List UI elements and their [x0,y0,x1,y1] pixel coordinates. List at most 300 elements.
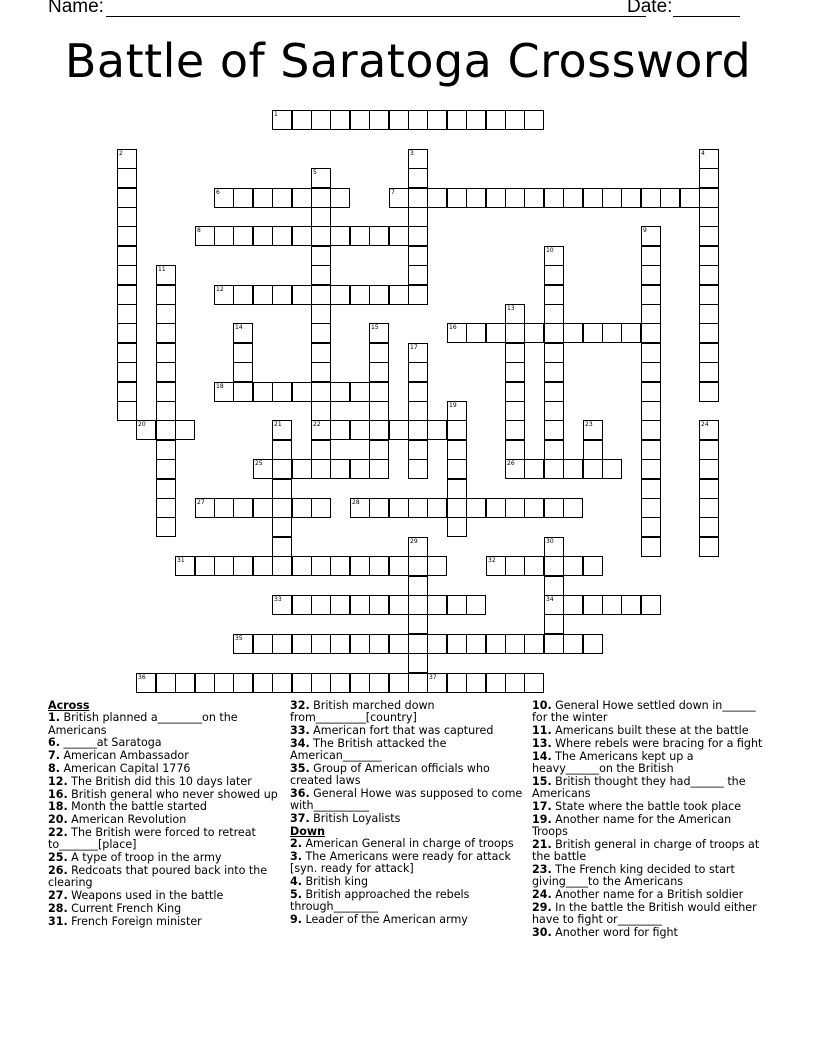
grid-cell[interactable] [583,556,603,576]
grid-cell[interactable] [272,595,292,615]
grid-cell[interactable] [505,362,525,382]
grid-cell[interactable] [544,246,564,266]
grid-cell[interactable] [408,246,428,266]
grid-cell[interactable] [544,614,564,634]
grid-cell[interactable] [641,459,661,479]
grid-cell[interactable] [156,479,176,499]
grid-cell[interactable] [408,673,428,693]
grid-cell[interactable] [369,556,389,576]
grid-cell[interactable] [641,343,661,363]
grid-cell[interactable] [389,673,409,693]
grid-cell[interactable] [292,110,312,130]
grid-cell[interactable] [524,498,544,518]
grid-cell[interactable] [505,304,525,324]
grid-cell[interactable] [427,595,447,615]
grid-cell[interactable] [175,556,195,576]
grid-cell[interactable] [621,188,641,208]
grid-cell[interactable] [602,459,622,479]
grid-cell[interactable] [699,246,719,266]
grid-cell[interactable] [311,401,331,421]
grid-cell[interactable] [369,323,389,343]
grid-cell[interactable] [583,459,603,479]
grid-cell[interactable] [214,556,234,576]
grid-cell[interactable] [524,459,544,479]
grid-cell[interactable] [641,517,661,537]
grid-cell[interactable] [583,595,603,615]
grid-cell[interactable] [699,479,719,499]
grid-cell[interactable] [369,440,389,460]
grid-cell[interactable] [447,323,467,343]
grid-cell[interactable] [272,226,292,246]
grid-cell[interactable] [156,498,176,518]
grid-cell[interactable] [583,634,603,654]
grid-cell[interactable] [369,595,389,615]
grid-cell[interactable] [311,110,331,130]
grid-cell[interactable] [505,343,525,363]
grid-cell[interactable] [389,285,409,305]
grid-cell[interactable] [195,556,215,576]
grid-cell[interactable] [350,285,370,305]
grid-cell[interactable] [156,285,176,305]
grid-cell[interactable] [389,556,409,576]
grid-cell[interactable] [583,323,603,343]
grid-cell[interactable] [156,517,176,537]
grid-cell[interactable] [447,673,467,693]
grid-cell[interactable] [447,634,467,654]
grid-cell[interactable] [447,401,467,421]
grid-cell[interactable] [641,498,661,518]
grid-cell[interactable] [524,110,544,130]
grid-cell[interactable] [117,265,137,285]
grid-cell[interactable] [486,673,506,693]
grid-cell[interactable] [292,459,312,479]
grid-cell[interactable] [544,440,564,460]
grid-cell[interactable] [272,537,292,557]
grid-cell[interactable] [311,285,331,305]
grid-cell[interactable] [408,634,428,654]
grid-cell[interactable] [641,265,661,285]
grid-cell[interactable] [350,420,370,440]
grid-cell[interactable] [447,420,467,440]
grid-cell[interactable] [369,110,389,130]
grid-cell[interactable] [408,614,428,634]
grid-cell[interactable] [641,285,661,305]
grid-cell[interactable] [117,323,137,343]
grid-cell[interactable] [272,382,292,402]
grid-cell[interactable] [563,188,583,208]
grid-cell[interactable] [350,634,370,654]
grid-cell[interactable] [466,595,486,615]
grid-cell[interactable] [350,459,370,479]
grid-cell[interactable] [369,673,389,693]
grid-cell[interactable] [214,285,234,305]
grid-cell[interactable] [272,556,292,576]
grid-cell[interactable] [544,188,564,208]
grid-cell[interactable] [544,343,564,363]
grid-cell[interactable] [292,673,312,693]
grid-cell[interactable] [486,634,506,654]
grid-cell[interactable] [427,556,447,576]
grid-cell[interactable] [563,323,583,343]
grid-cell[interactable] [505,440,525,460]
grid-cell[interactable] [117,149,137,169]
grid-cell[interactable] [272,459,292,479]
grid-cell[interactable] [699,343,719,363]
grid-cell[interactable] [272,440,292,460]
grid-cell[interactable] [389,420,409,440]
grid-cell[interactable] [117,401,137,421]
grid-cell[interactable] [466,110,486,130]
grid-cell[interactable] [330,382,350,402]
grid-cell[interactable] [253,634,273,654]
grid-cell[interactable] [641,595,661,615]
grid-cell[interactable] [156,323,176,343]
grid-cell[interactable] [233,188,253,208]
grid-cell[interactable] [699,323,719,343]
grid-cell[interactable] [311,459,331,479]
grid-cell[interactable] [641,226,661,246]
grid-cell[interactable] [583,188,603,208]
grid-cell[interactable] [680,188,700,208]
grid-cell[interactable] [311,226,331,246]
grid-cell[interactable] [272,517,292,537]
grid-cell[interactable] [699,362,719,382]
grid-cell[interactable] [117,285,137,305]
grid-cell[interactable] [311,188,331,208]
grid-cell[interactable] [369,382,389,402]
grid-cell[interactable] [389,595,409,615]
grid-cell[interactable] [350,556,370,576]
grid-cell[interactable] [544,537,564,557]
grid-cell[interactable] [699,149,719,169]
grid-cell[interactable] [330,634,350,654]
grid-cell[interactable] [505,323,525,343]
grid-cell[interactable] [311,168,331,188]
grid-cell[interactable] [641,537,661,557]
grid-cell[interactable] [156,401,176,421]
grid-cell[interactable] [466,498,486,518]
grid-cell[interactable] [641,188,661,208]
grid-cell[interactable] [272,285,292,305]
grid-cell[interactable] [369,226,389,246]
grid-cell[interactable] [408,498,428,518]
grid-cell[interactable] [641,382,661,402]
grid-cell[interactable] [583,440,603,460]
grid-cell[interactable] [408,401,428,421]
grid-cell[interactable] [544,285,564,305]
grid-cell[interactable] [563,459,583,479]
grid-cell[interactable] [544,459,564,479]
grid-cell[interactable] [699,440,719,460]
grid-cell[interactable] [136,420,156,440]
grid-cell[interactable] [156,382,176,402]
grid-cell[interactable] [233,556,253,576]
grid-cell[interactable] [466,673,486,693]
grid-cell[interactable] [311,207,331,227]
grid-cell[interactable] [486,556,506,576]
grid-cell[interactable] [408,595,428,615]
grid-cell[interactable] [233,285,253,305]
grid-cell[interactable] [563,595,583,615]
grid-cell[interactable] [524,673,544,693]
grid-cell[interactable] [408,459,428,479]
grid-cell[interactable] [389,188,409,208]
grid-cell[interactable] [641,420,661,440]
grid-cell[interactable] [505,420,525,440]
grid-cell[interactable] [195,226,215,246]
grid-cell[interactable] [272,634,292,654]
grid-cell[interactable] [641,401,661,421]
grid-cell[interactable] [311,382,331,402]
grid-cell[interactable] [699,207,719,227]
grid-cell[interactable] [253,285,273,305]
grid-cell[interactable] [214,498,234,518]
grid-cell[interactable] [330,459,350,479]
grid-cell[interactable] [253,556,273,576]
grid-cell[interactable] [233,323,253,343]
grid-cell[interactable] [641,304,661,324]
grid-cell[interactable] [544,420,564,440]
grid-cell[interactable] [330,673,350,693]
grid-cell[interactable] [272,110,292,130]
grid-cell[interactable] [389,634,409,654]
grid-cell[interactable] [505,188,525,208]
grid-cell[interactable] [311,343,331,363]
grid-cell[interactable] [311,595,331,615]
grid-cell[interactable] [253,226,273,246]
grid-cell[interactable] [117,188,137,208]
grid-cell[interactable] [311,556,331,576]
grid-cell[interactable] [311,634,331,654]
grid-cell[interactable] [660,188,680,208]
grid-cell[interactable] [389,110,409,130]
grid-cell[interactable] [486,110,506,130]
grid-cell[interactable] [408,285,428,305]
grid-cell[interactable] [156,420,176,440]
grid-cell[interactable] [117,246,137,266]
grid-cell[interactable] [272,479,292,499]
grid-cell[interactable] [156,265,176,285]
grid-cell[interactable] [544,576,564,596]
grid-cell[interactable] [350,673,370,693]
grid-cell[interactable] [117,226,137,246]
grid-cell[interactable] [699,265,719,285]
grid-cell[interactable] [486,498,506,518]
grid-cell[interactable] [408,362,428,382]
grid-cell[interactable] [369,498,389,518]
grid-cell[interactable] [427,110,447,130]
grid-cell[interactable] [544,323,564,343]
grid-cell[interactable] [233,498,253,518]
grid-cell[interactable] [369,343,389,363]
grid-cell[interactable] [311,304,331,324]
grid-cell[interactable] [156,440,176,460]
grid-cell[interactable] [292,382,312,402]
grid-cell[interactable] [524,188,544,208]
grid-cell[interactable] [369,459,389,479]
grid-cell[interactable] [408,226,428,246]
grid-cell[interactable] [214,226,234,246]
grid-cell[interactable] [389,226,409,246]
grid-cell[interactable] [214,673,234,693]
grid-cell[interactable] [699,285,719,305]
grid-cell[interactable] [699,537,719,557]
grid-cell[interactable] [466,188,486,208]
grid-cell[interactable] [699,459,719,479]
grid-cell[interactable] [505,382,525,402]
grid-cell[interactable] [330,420,350,440]
grid-cell[interactable] [408,382,428,402]
grid-cell[interactable] [175,420,195,440]
grid-cell[interactable] [505,401,525,421]
grid-cell[interactable] [466,634,486,654]
grid-cell[interactable] [311,323,331,343]
grid-cell[interactable] [408,149,428,169]
grid-cell[interactable] [524,323,544,343]
grid-cell[interactable] [272,420,292,440]
grid-cell[interactable] [214,188,234,208]
grid-cell[interactable] [505,673,525,693]
grid-cell[interactable] [505,110,525,130]
grid-cell[interactable] [117,362,137,382]
grid-cell[interactable] [389,498,409,518]
grid-cell[interactable] [117,207,137,227]
grid-cell[interactable] [272,498,292,518]
grid-cell[interactable] [330,285,350,305]
grid-cell[interactable] [408,110,428,130]
grid-cell[interactable] [253,459,273,479]
grid-cell[interactable] [311,265,331,285]
grid-cell[interactable] [447,459,467,479]
grid-cell[interactable] [563,634,583,654]
grid-cell[interactable] [602,323,622,343]
grid-cell[interactable] [175,673,195,693]
grid-cell[interactable] [447,595,467,615]
grid-cell[interactable] [427,634,447,654]
grid-cell[interactable] [408,265,428,285]
grid-cell[interactable] [427,498,447,518]
grid-cell[interactable] [447,479,467,499]
grid-cell[interactable] [369,285,389,305]
grid-cell[interactable] [505,498,525,518]
grid-cell[interactable] [641,323,661,343]
grid-cell[interactable] [408,343,428,363]
grid-cell[interactable] [447,440,467,460]
grid-cell[interactable] [641,362,661,382]
grid-cell[interactable] [369,634,389,654]
grid-cell[interactable] [292,188,312,208]
grid-cell[interactable] [233,343,253,363]
grid-cell[interactable] [233,634,253,654]
grid-cell[interactable] [233,673,253,693]
grid-cell[interactable] [292,556,312,576]
grid-cell[interactable] [117,343,137,363]
grid-cell[interactable] [505,634,525,654]
grid-cell[interactable] [699,517,719,537]
grid-cell[interactable] [699,188,719,208]
grid-cell[interactable] [292,634,312,654]
grid-cell[interactable] [641,440,661,460]
grid-cell[interactable] [350,110,370,130]
grid-cell[interactable] [330,188,350,208]
grid-cell[interactable] [350,595,370,615]
grid-cell[interactable] [505,556,525,576]
grid-cell[interactable] [427,188,447,208]
grid-cell[interactable] [544,401,564,421]
grid-cell[interactable] [272,188,292,208]
grid-cell[interactable] [117,168,137,188]
grid-cell[interactable] [408,207,428,227]
grid-cell[interactable] [195,498,215,518]
grid-cell[interactable] [699,226,719,246]
grid-cell[interactable] [427,673,447,693]
grid-cell[interactable] [486,323,506,343]
grid-cell[interactable] [330,556,350,576]
grid-cell[interactable] [292,498,312,518]
grid-cell[interactable] [524,634,544,654]
grid-cell[interactable] [583,420,603,440]
grid-cell[interactable] [408,537,428,557]
grid-cell[interactable] [699,304,719,324]
grid-cell[interactable] [408,576,428,596]
grid-cell[interactable] [311,440,331,460]
grid-cell[interactable] [563,556,583,576]
grid-cell[interactable] [350,226,370,246]
grid-cell[interactable] [544,382,564,402]
grid-cell[interactable] [563,498,583,518]
grid-cell[interactable] [369,362,389,382]
grid-cell[interactable] [699,382,719,402]
grid-cell[interactable] [330,226,350,246]
grid-cell[interactable] [621,595,641,615]
grid-cell[interactable] [156,362,176,382]
grid-cell[interactable] [311,498,331,518]
grid-cell[interactable] [350,498,370,518]
grid-cell[interactable] [369,401,389,421]
grid-cell[interactable] [330,595,350,615]
grid-cell[interactable] [544,556,564,576]
grid-cell[interactable] [505,459,525,479]
grid-cell[interactable] [156,343,176,363]
grid-cell[interactable] [447,517,467,537]
grid-cell[interactable] [253,673,273,693]
grid-cell[interactable] [292,226,312,246]
grid-cell[interactable] [117,382,137,402]
grid-cell[interactable] [311,420,331,440]
grid-cell[interactable] [233,226,253,246]
grid-cell[interactable] [524,556,544,576]
grid-cell[interactable] [544,498,564,518]
grid-cell[interactable] [408,420,428,440]
grid-cell[interactable] [195,673,215,693]
grid-cell[interactable] [602,188,622,208]
grid-cell[interactable] [699,498,719,518]
grid-cell[interactable] [233,382,253,402]
grid-cell[interactable] [427,420,447,440]
grid-cell[interactable] [311,362,331,382]
grid-cell[interactable] [272,673,292,693]
grid-cell[interactable] [699,420,719,440]
grid-cell[interactable] [699,168,719,188]
grid-cell[interactable] [466,323,486,343]
grid-cell[interactable] [330,110,350,130]
grid-cell[interactable] [641,479,661,499]
grid-cell[interactable] [253,498,273,518]
grid-cell[interactable] [544,595,564,615]
grid-cell[interactable] [350,382,370,402]
grid-cell[interactable] [408,188,428,208]
grid-cell[interactable] [544,362,564,382]
